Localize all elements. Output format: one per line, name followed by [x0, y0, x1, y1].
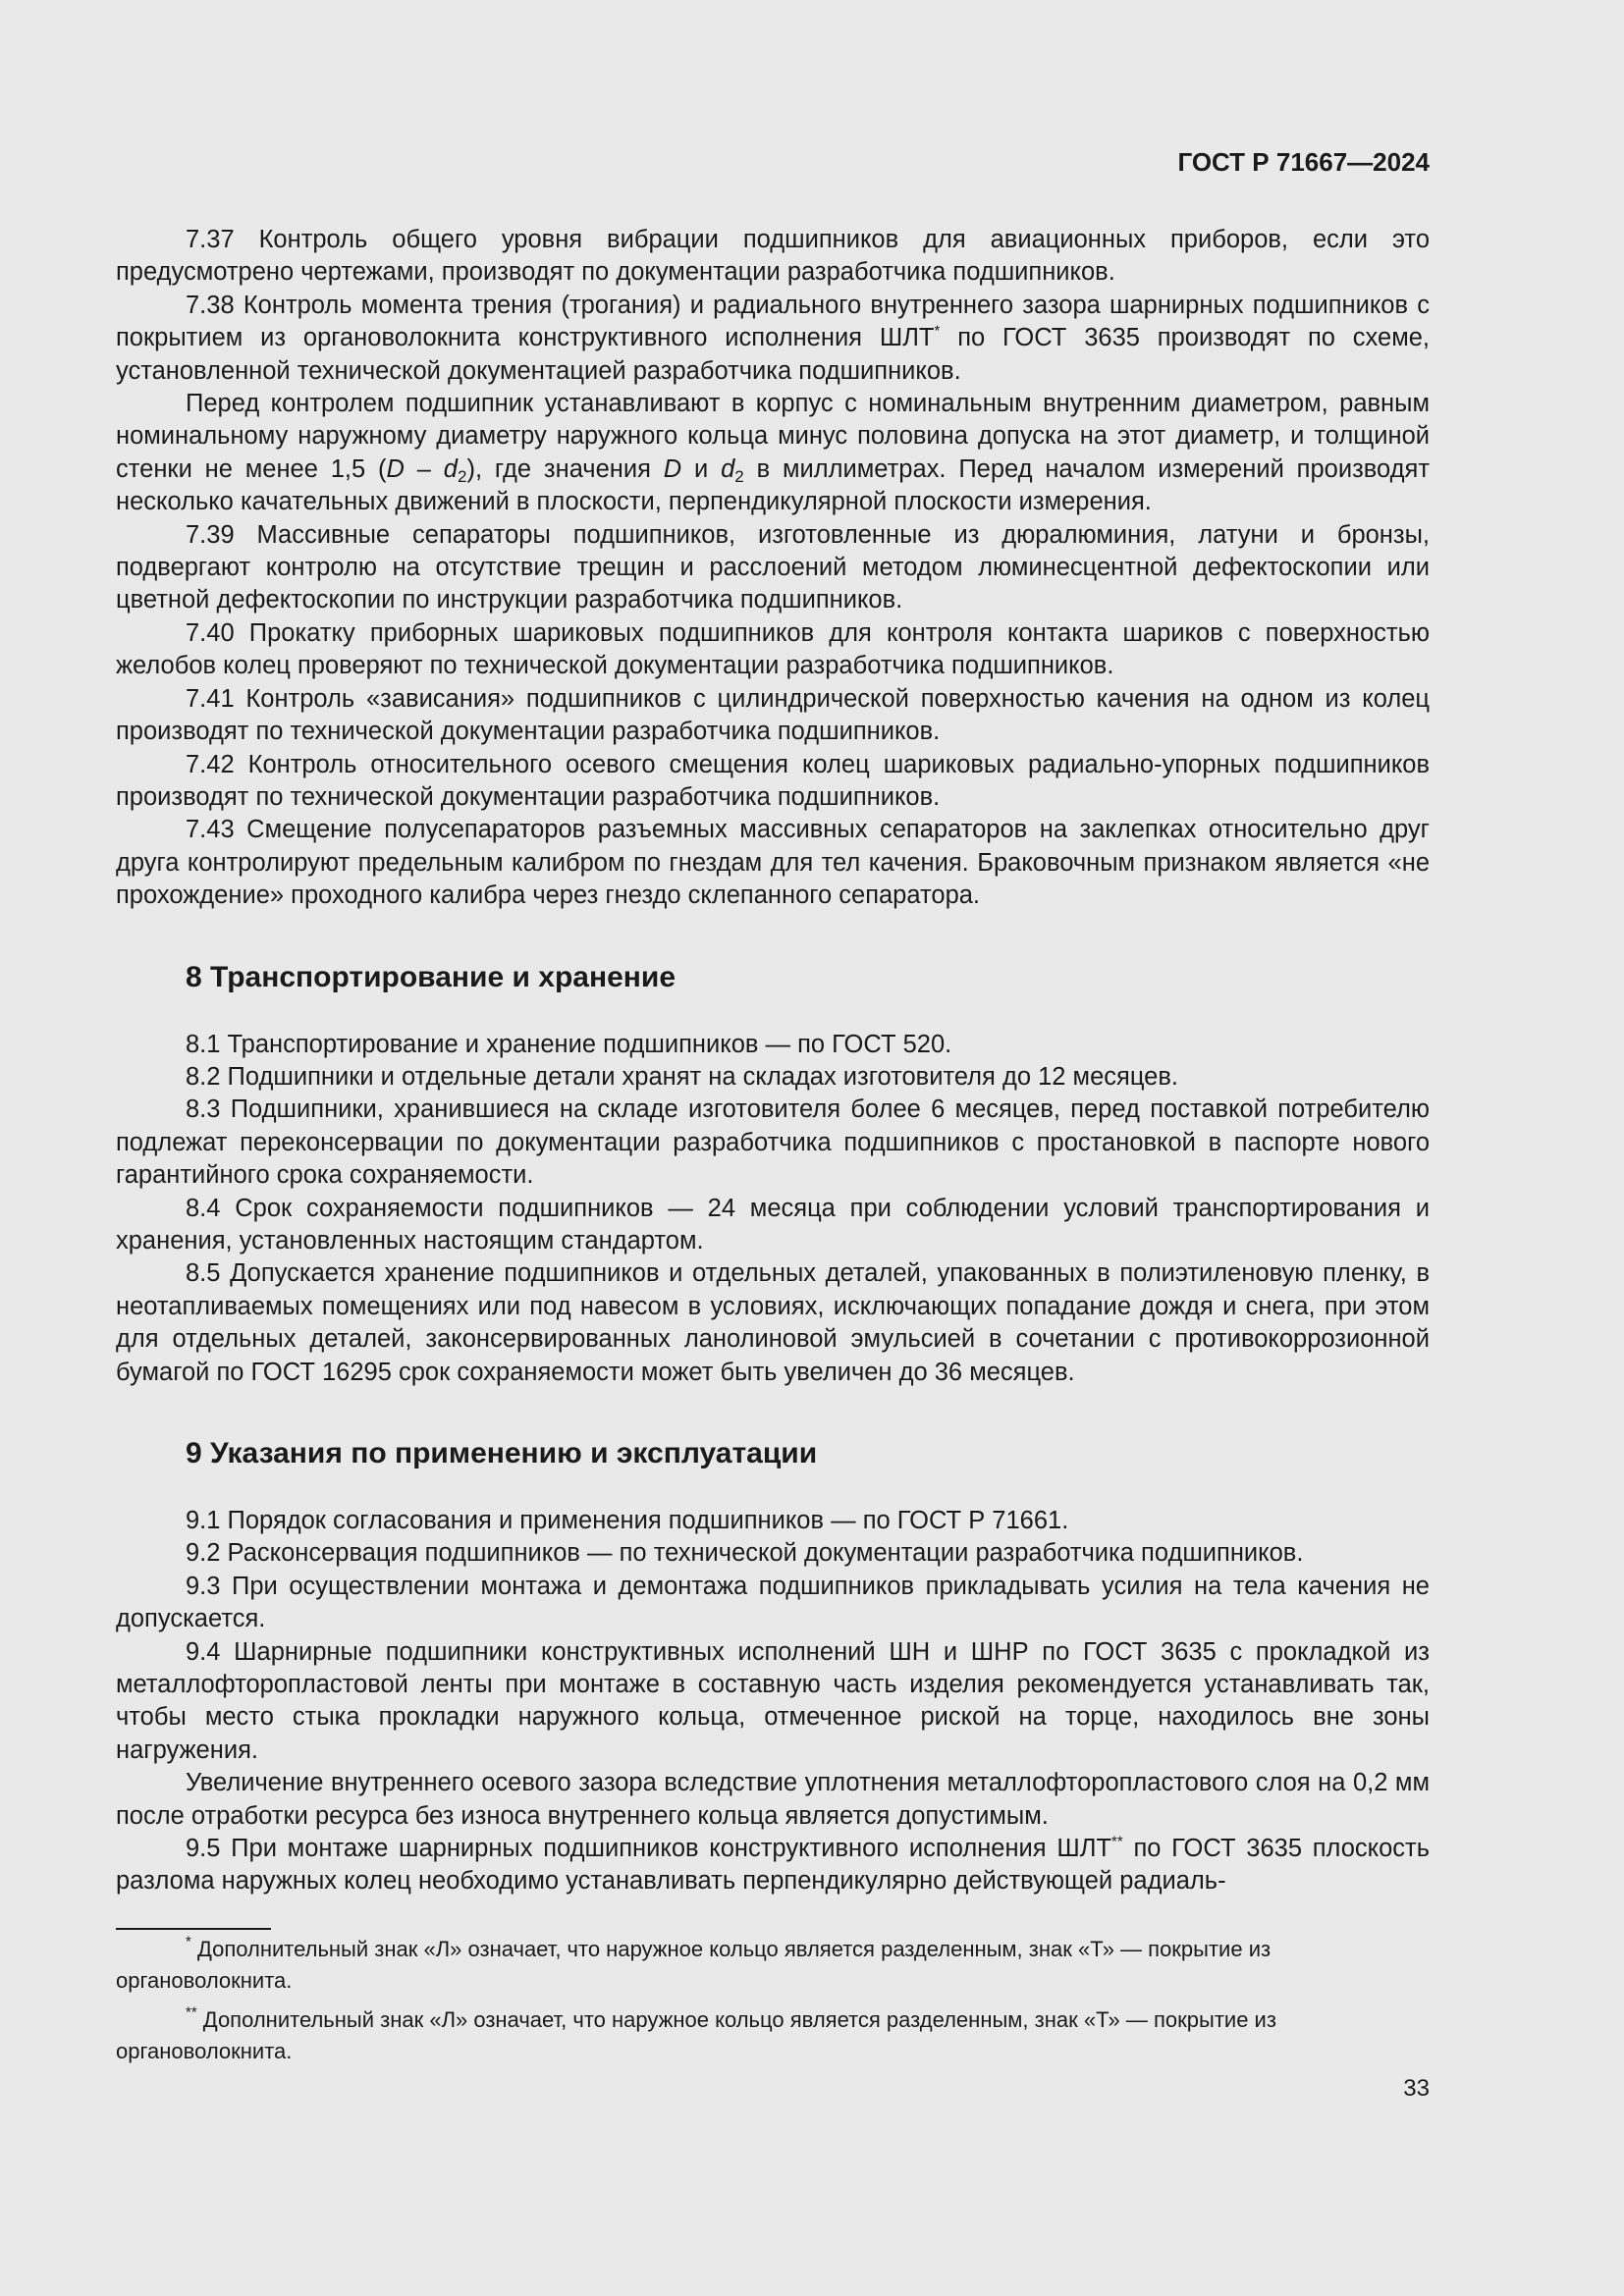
paragraph-8-4: 8.4 Срок сохраняемости подшипников — 24 месяца при соблюдении условий транспортирования и хранения, установленных настоящим стандартом. — [116, 1194, 1430, 1255]
paragraph-8-1: 8.1 Транспортирование и хранение подшипников — по ГОСТ 520. — [186, 1030, 952, 1058]
paragraph-7-37: 7.37 Контроль общего уровня вибрации подшипников для авиационных приборов, если это предусмотрено чертежами, производят по документации разработчика подшипников. — [116, 226, 1430, 287]
paragraph-8-2: 8.2 Подшипники и отдельные детали хранят на складах изготовителя до 12 месяцев. — [186, 1062, 1178, 1091]
paragraph-7-43: 7.43 Смещение полусепараторов разъемных массивных сепараторов на заклепках относительно друг друга контролируют предельным калибром по гнездам для тел качения. Браковочным признаком является «не прохождение» проходного калибра через гнездо склепанного сепаратора. — [116, 816, 1430, 910]
footnote-1: * Дополнительный знак «Л» означает, что наружное кольцо является разделенным, знак «Т» — покрытие из органоволокнита. — [116, 1933, 1272, 1993]
paragraph-9-4: 9.4 Шарнирные подшипники конструктивных исполнений ШН и ШНР по ГОСТ 3635 с прокладкой из металлофторопластовой ленты при монтаже в составную часть изделия рекомендуется устанавливать так, чтобы место стыка прокладки наружного кольца, отмеченное риской на торце, находилось вне зоны нагружения. — [116, 1637, 1430, 1764]
paragraph-7-38-continued: Перед контролем подшипник устанавливают в корпус с номинальным внутренним диаметром, равным номинальному наружному диаметру наружного кольца минус половина допуска на этот диаметр, и толщиной стенки не менее 1,5 $(D - d_2)$, где значения D и $d_2$ в миллиметрах. Перед началом измерений производят несколько качательных движений в плоскости, перпендикулярной плоскости измерения. — [116, 390, 1431, 516]
paragraph-9-4-continued: Увеличение внутреннего осевого зазора вследствие уплотнения металлофторопластового слоя на 0,2 мм после отработки ресурса без износа внутреннего кольца является допустимым. — [116, 1769, 1430, 1830]
paragraph-7-38: 7.38 Контроль момента трения (трогания) и радиального внутреннего зазора шарнирных подшипников с покрытием из органоволокнита конструктивного исполнения ШЛТ* по ГОСТ 3635 производят по схеме, установленной технической документацией разработчика подшипников. — [116, 291, 1430, 385]
footnote-ref: * — [934, 322, 941, 340]
paragraph-9-3: 9.3 При осуществлении монтажа и демонтажа подшипников прикладывать усилия на тела качения не допускается. — [116, 1572, 1430, 1633]
page-number: 33 — [1403, 2075, 1430, 2102]
document-body — [116, 224, 1430, 1898]
document-code: ГОСТ Р 71667—2024 — [1177, 147, 1430, 177]
footnote-ref: ** — [1111, 1833, 1123, 1850]
paragraph-7-40: 7.40 Прокатку приборных шариковых подшипников для контроля контакта шариков с поверхностью желобов колец проверяют по технической документации разработчика подшипников. — [116, 618, 1430, 680]
footnotes — [116, 1934, 1430, 2075]
footnote-divider — [116, 1928, 271, 1930]
paragraph-7-42: 7.42 Контроль относительного осевого смещения колец шариковых радиально-упорных подшипников производят по технической документации разработчика подшипников. — [116, 750, 1430, 811]
paragraph-9-5: 9.5 При монтаже шарнирных подшипников конструктивного исполнения ШЛТ** по ГОСТ 3635 плоскость разлома наружных колец необходимо устанавливать перпендикулярно действующей радиаль- — [116, 1833, 1430, 1896]
footnote-2: ** Дополнительный знак «Л» означает, что наружное кольцо является разделенным, знак «Т» — покрытие из органоволокнита. — [116, 2003, 1276, 2063]
paragraph-8-5: 8.5 Допускается хранение подшипников и отдельных деталей, упакованных в полиэтиленовую пленку, в неотапливаемых помещениях или под навесом в условиях, исключающих попадание дождя и снега, при этом для отдельных деталей, законсервированных ланолиновой эмульсией в сочетании с противокоррозионной бумагой по ГОСТ 16295 срок сохраняемости может быть увеличен до 36 месяцев. — [116, 1259, 1430, 1386]
paragraph-7-41: 7.41 Контроль «зависания» подшипников с цилиндрической поверхностью качения на одном из колец производят по технической документации разработчика подшипников. — [116, 684, 1430, 746]
paragraph-8-3: 8.3 Подшипники, хранившиеся на складе изготовителя более 6 месяцев, перед поставкой потребителю подлежат переконсервации по документации разработчика подшипников с простановкой в паспорте нового гарантийного срока сохраняемости. — [116, 1095, 1430, 1190]
section-9-heading: 9 Указания по применению и эксплуатации — [186, 1437, 818, 1469]
paragraph-7-39: 7.39 Массивные сепараторы подшипников, изготовленные из дюралюминия, латуни и бронзы, подвергают контролю на отсутствие трещин и расслоений методом люминесцентной дефектоскопии или цветной дефектоскопии по инструкции разработчика подшипников. — [116, 520, 1430, 614]
paragraph-9-1: 9.1 Порядок согласования и применения подшипников — по ГОСТ Р 71661. — [186, 1507, 1069, 1534]
section-8-heading: 8 Транспортирование и хранение — [186, 960, 677, 993]
paragraph-9-2: 9.2 Расконсервация подшипников — по технической документации разработчика подшипников. — [186, 1539, 1304, 1568]
